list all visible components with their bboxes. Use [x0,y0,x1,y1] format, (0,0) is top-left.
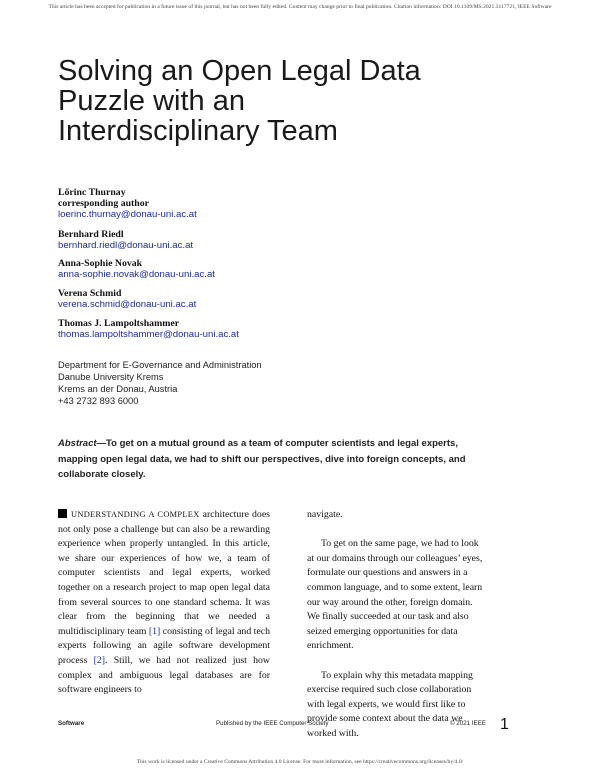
body-text: . Still, we had not realized just how complex and ambiguous legal databases are for software engineers to [58,654,270,696]
author-name: Anna-Sophie Novak [58,258,143,269]
body-paragraph: navigate. [307,509,343,520]
body-column-left [58,508,270,698]
abstract-label: Abstract [58,438,97,449]
author-2 [58,229,478,251]
author-1 [58,187,478,220]
publication-notice: This article has been accepted for publication in a future issue of this journal, but has not been fully edited. Content may change prior to final publication. Citation information: DOI 10.1109/MS.2021.3117721, IEEE Software [48,4,552,10]
author-name: Thomas J. Lampoltshammer [58,318,180,329]
footer-journal: Software [58,720,85,727]
title-line-1: Solving an Open Legal Data [58,55,421,87]
footer-publisher: Published by the IEEE Computer Society [216,720,329,727]
affiliation [58,359,262,407]
body-text: architecture does not only pose a challenge but can also be a rewarding experience when properly untangled. In this article, we share our experiences of how we, a team of computer scientists and legal experts, worked together on a research project to map open legal data from several sources to one standard schema. It was clear from the beginning that we needed a multidisciplinary team [58,509,270,637]
author-email-link[interactable]: loerinc.thurnay@donau-uni.ac.at [58,209,197,220]
author-name: Lőrinc Thurnay [58,187,126,198]
author-email-link[interactable]: thomas.lampoltshammer@donau-uni.ac.at [58,329,239,340]
author-3 [58,258,478,280]
author-5 [58,318,478,340]
abstract-text: —To get on a mutual ground as a team of computer scientists and legal experts, mapping open legal data, we had to shift our perspectives, dive into foreign concepts, and collaborate closely. [58,438,466,480]
abstract [58,436,478,483]
page-number: 1 [500,716,509,733]
citation-link[interactable]: [1] [148,625,161,637]
lead-in: UNDERSTANDING A COMPLEX [71,510,200,519]
body-paragraph [58,508,270,698]
author-4 [58,288,478,310]
affiliation-university: Danube University Krems [58,372,164,382]
author-role: corresponding author [58,198,149,209]
footer-copyright: © 2021 IEEE [450,720,486,727]
citation-link[interactable]: [2] [93,654,106,666]
title-line-3: Interdisciplinary Team [58,115,338,147]
body-paragraph: To explain why this metadata mapping exercise required such close collaboration with legal experts, we would first like to provide some context about the data we worked with. [307,669,473,739]
affiliation-department: Department for E-Governance and Administration [58,360,262,370]
body-column-right [307,508,485,756]
section-marker-icon [58,509,67,518]
title-line-2: Puzzle with an [58,85,245,117]
affiliation-phone: +43 2732 893 6000 [58,396,139,406]
author-email-link[interactable]: verena.schmid@donau-uni.ac.at [58,299,197,310]
author-email-link[interactable]: bernhard.riedl@donau-uni.ac.at [58,240,194,251]
affiliation-location: Krems an der Donau, Austria [58,384,178,394]
author-name: Verena Schmid [58,288,122,299]
body-paragraph: To get on the same page, we had to look at our domains through our colleagues’ eyes, formulate our questions and answers in a common language, and to some extent, learn our way around the other, foreign domain. We finally succeeded at our task and also seized emerging opportunities for data enrichment. [307,538,483,652]
author-email-link[interactable]: anna-sophie.novak@donau-uni.ac.at [58,269,215,280]
body-text: consisting of legal and tech experts following an agile software development process [58,625,270,666]
article-title [58,56,528,146]
author-name: Bernhard Riedl [58,229,124,240]
license-notice: This work is licensed under a Creative Commons Attribution 4.0 License. For more information, see https://creativecommons.org/licenses/by/4.0/ [136,759,464,765]
